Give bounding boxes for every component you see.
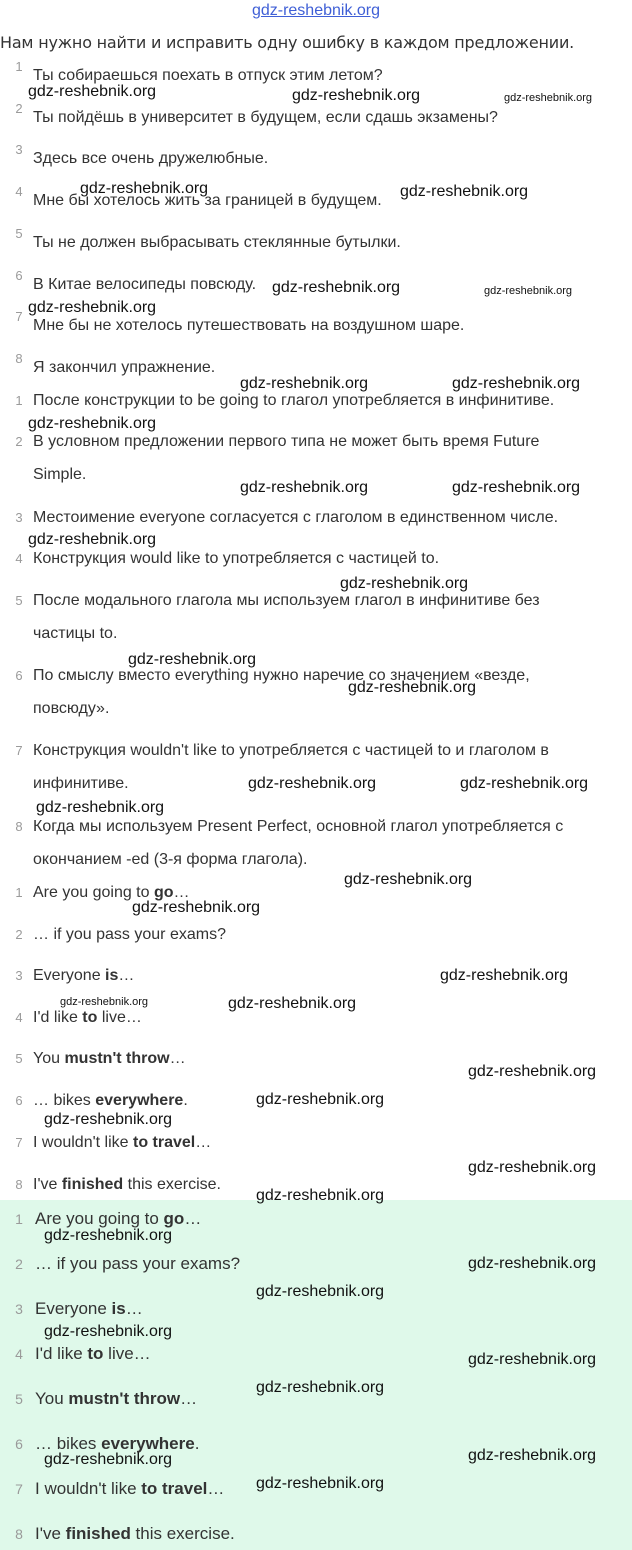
item-number: 8 [15,819,23,834]
watermark: gdz-reshebnik.org [272,279,401,296]
watermark: gdz-reshebnik.org [44,1323,173,1340]
item-text: I've finished this exercise. [33,1176,221,1193]
item-number: 5 [15,1051,23,1066]
item-text: Местоимение everyone согласуется с глаголом в единственном числе. [33,509,559,526]
watermark: gdz-reshebnik.org [36,799,165,816]
watermark: gdz-reshebnik.org [400,183,529,200]
item-text: Мне бы не хотелось путешествовать на воздушном шаре. [33,317,465,334]
item-text: Ты не должен выбрасывать стеклянные бутылки. [33,234,401,251]
item-text: Ты пойдёшь в университет в будущем, если сдашь экзамены? [33,109,498,126]
item-text: В Китае велосипеды повсюду. [33,276,257,293]
item-number: 6 [15,668,23,683]
item-number: 6 [15,268,23,283]
watermark: gdz-reshebnik.org [128,651,257,668]
item-number: 3 [15,968,23,983]
item-text: … bikes everywhere. [35,1434,200,1453]
watermark: gdz-reshebnik.org [44,1111,173,1128]
watermark: gdz-reshebnik.org [484,285,573,297]
watermark: gdz-reshebnik.org [44,1227,173,1244]
item-text-cont: частицы to. [33,625,118,642]
item-text: I've finished this exercise. [35,1524,235,1543]
item-number: 8 [15,351,23,366]
watermark: gdz-reshebnik.org [228,995,357,1012]
item-number: 7 [15,309,23,324]
item-number: 4 [15,184,23,199]
item-text: После конструкции to be going to глагол употребляется в инфинитиве. [33,392,555,409]
item-number: 8 [15,1177,23,1192]
item-number: 7 [15,1481,23,1497]
item-text: … if you pass your exams? [33,926,226,943]
item-text-cont: окончанием -ed (3-я форма глагола). [33,851,308,868]
watermark: gdz-reshebnik.org [256,1283,385,1300]
watermark: gdz-reshebnik.org [256,1475,385,1492]
watermark: gdz-reshebnik.org [28,83,157,100]
item-number: 5 [15,226,23,241]
item-number: 6 [15,1093,23,1108]
item-text: Are you going to go… [33,884,190,901]
item-number: 8 [15,1526,23,1542]
item-text: Конструкция wouldn't like to употребляется с частицей to и глаголом в [33,742,549,759]
watermark: gdz-reshebnik.org [248,775,377,792]
item-text: Я закончил упражнение. [33,359,216,376]
watermark: gdz-reshebnik.org [340,575,469,592]
watermark: gdz-reshebnik.org [256,1379,385,1396]
watermark: gdz-reshebnik.org [460,775,589,792]
watermark: gdz-reshebnik.org [468,1255,597,1272]
item-number: 3 [15,510,23,525]
watermark: gdz-reshebnik.org [440,967,569,984]
watermark: gdz-reshebnik.org [344,871,473,888]
item-text: Когда мы используем Present Perfect, основной глагол употребляется с [33,818,564,835]
item-text: По смыслу вместо everything нужно наречие со значением «везде, [33,667,530,684]
item-text-cont: повсюду». [33,700,110,717]
item-text: Здесь все очень дружелюбные. [33,150,269,167]
watermark: gdz-reshebnik.org [44,1451,173,1468]
item-text-cont: инфинитиве. [33,775,129,792]
item-number: 1 [15,393,23,408]
item-number: 2 [15,434,23,449]
item-text-cont: Simple. [33,466,87,483]
item-text: Everyone is… [35,1299,143,1318]
watermark: gdz-reshebnik.org [468,1351,597,1368]
watermark: gdz-reshebnik.org [240,375,369,392]
item-text: В условном предложении первого типа не может быть время Future [33,433,540,450]
site-link[interactable]: gdz-reshebnik.org [251,2,381,19]
item-text: I'd like to live… [35,1344,151,1363]
watermark: gdz-reshebnik.org [28,415,157,432]
item-number: 1 [15,1211,23,1227]
item-number: 5 [15,593,23,608]
item-text: I wouldn't like to travel… [33,1134,212,1151]
item-text: You mustn't throw… [33,1050,186,1067]
item-number: 6 [15,1436,23,1452]
item-text: You mustn't throw… [35,1389,198,1408]
watermark: gdz-reshebnik.org [28,299,157,316]
item-number: 4 [15,1010,23,1025]
item-text: I wouldn't like to travel… [35,1479,225,1498]
watermark: gdz-reshebnik.org [292,87,421,104]
item-number: 2 [15,927,23,942]
item-text: Are you going to go… [35,1209,202,1228]
item-text: Конструкция would like to употребляется с частицей to. [33,550,440,567]
item-text: После модального глагола мы используем глагол в инфинитиве без [33,592,540,609]
item-text: … bikes everywhere. [33,1092,188,1109]
item-number: 2 [15,101,23,116]
watermark: gdz-reshebnik.org [60,996,149,1008]
watermark: gdz-reshebnik.org [452,479,581,496]
watermark: gdz-reshebnik.org [256,1091,385,1108]
item-number: 7 [15,743,23,758]
item-number: 1 [15,885,23,900]
item-text: Everyone is… [33,967,135,984]
item-number: 7 [15,1135,23,1150]
item-number: 4 [15,1346,23,1362]
watermark: gdz-reshebnik.org [28,531,157,548]
item-number: 5 [15,1391,23,1407]
item-text: Ты собираешься поехать в отпуск этим летом? [33,67,383,84]
item-number: 4 [15,551,23,566]
item-text: Мне бы хотелось жить за границей в будущем. [33,192,382,209]
watermark: gdz-reshebnik.org [132,899,261,916]
watermark: gdz-reshebnik.org [468,1447,597,1464]
item-number: 3 [15,1301,23,1317]
watermark: gdz-reshebnik.org [468,1159,597,1176]
watermark: gdz-reshebnik.org [452,375,581,392]
item-text: … if you pass your exams? [35,1254,241,1273]
item-number: 2 [15,1256,23,1272]
watermark: gdz-reshebnik.org [240,479,369,496]
watermark: gdz-reshebnik.org [256,1187,385,1204]
watermark: gdz-reshebnik.org [348,679,477,696]
watermark: gdz-reshebnik.org [468,1063,597,1080]
task-intro: Нам нужно найти и исправить одну ошибку в каждом предложении. [0,33,575,52]
item-text: I'd like to live… [33,1009,142,1026]
item-number: 1 [15,59,23,74]
watermark: gdz-reshebnik.org [80,180,209,197]
watermark: gdz-reshebnik.org [504,92,593,104]
item-number: 3 [15,142,23,157]
